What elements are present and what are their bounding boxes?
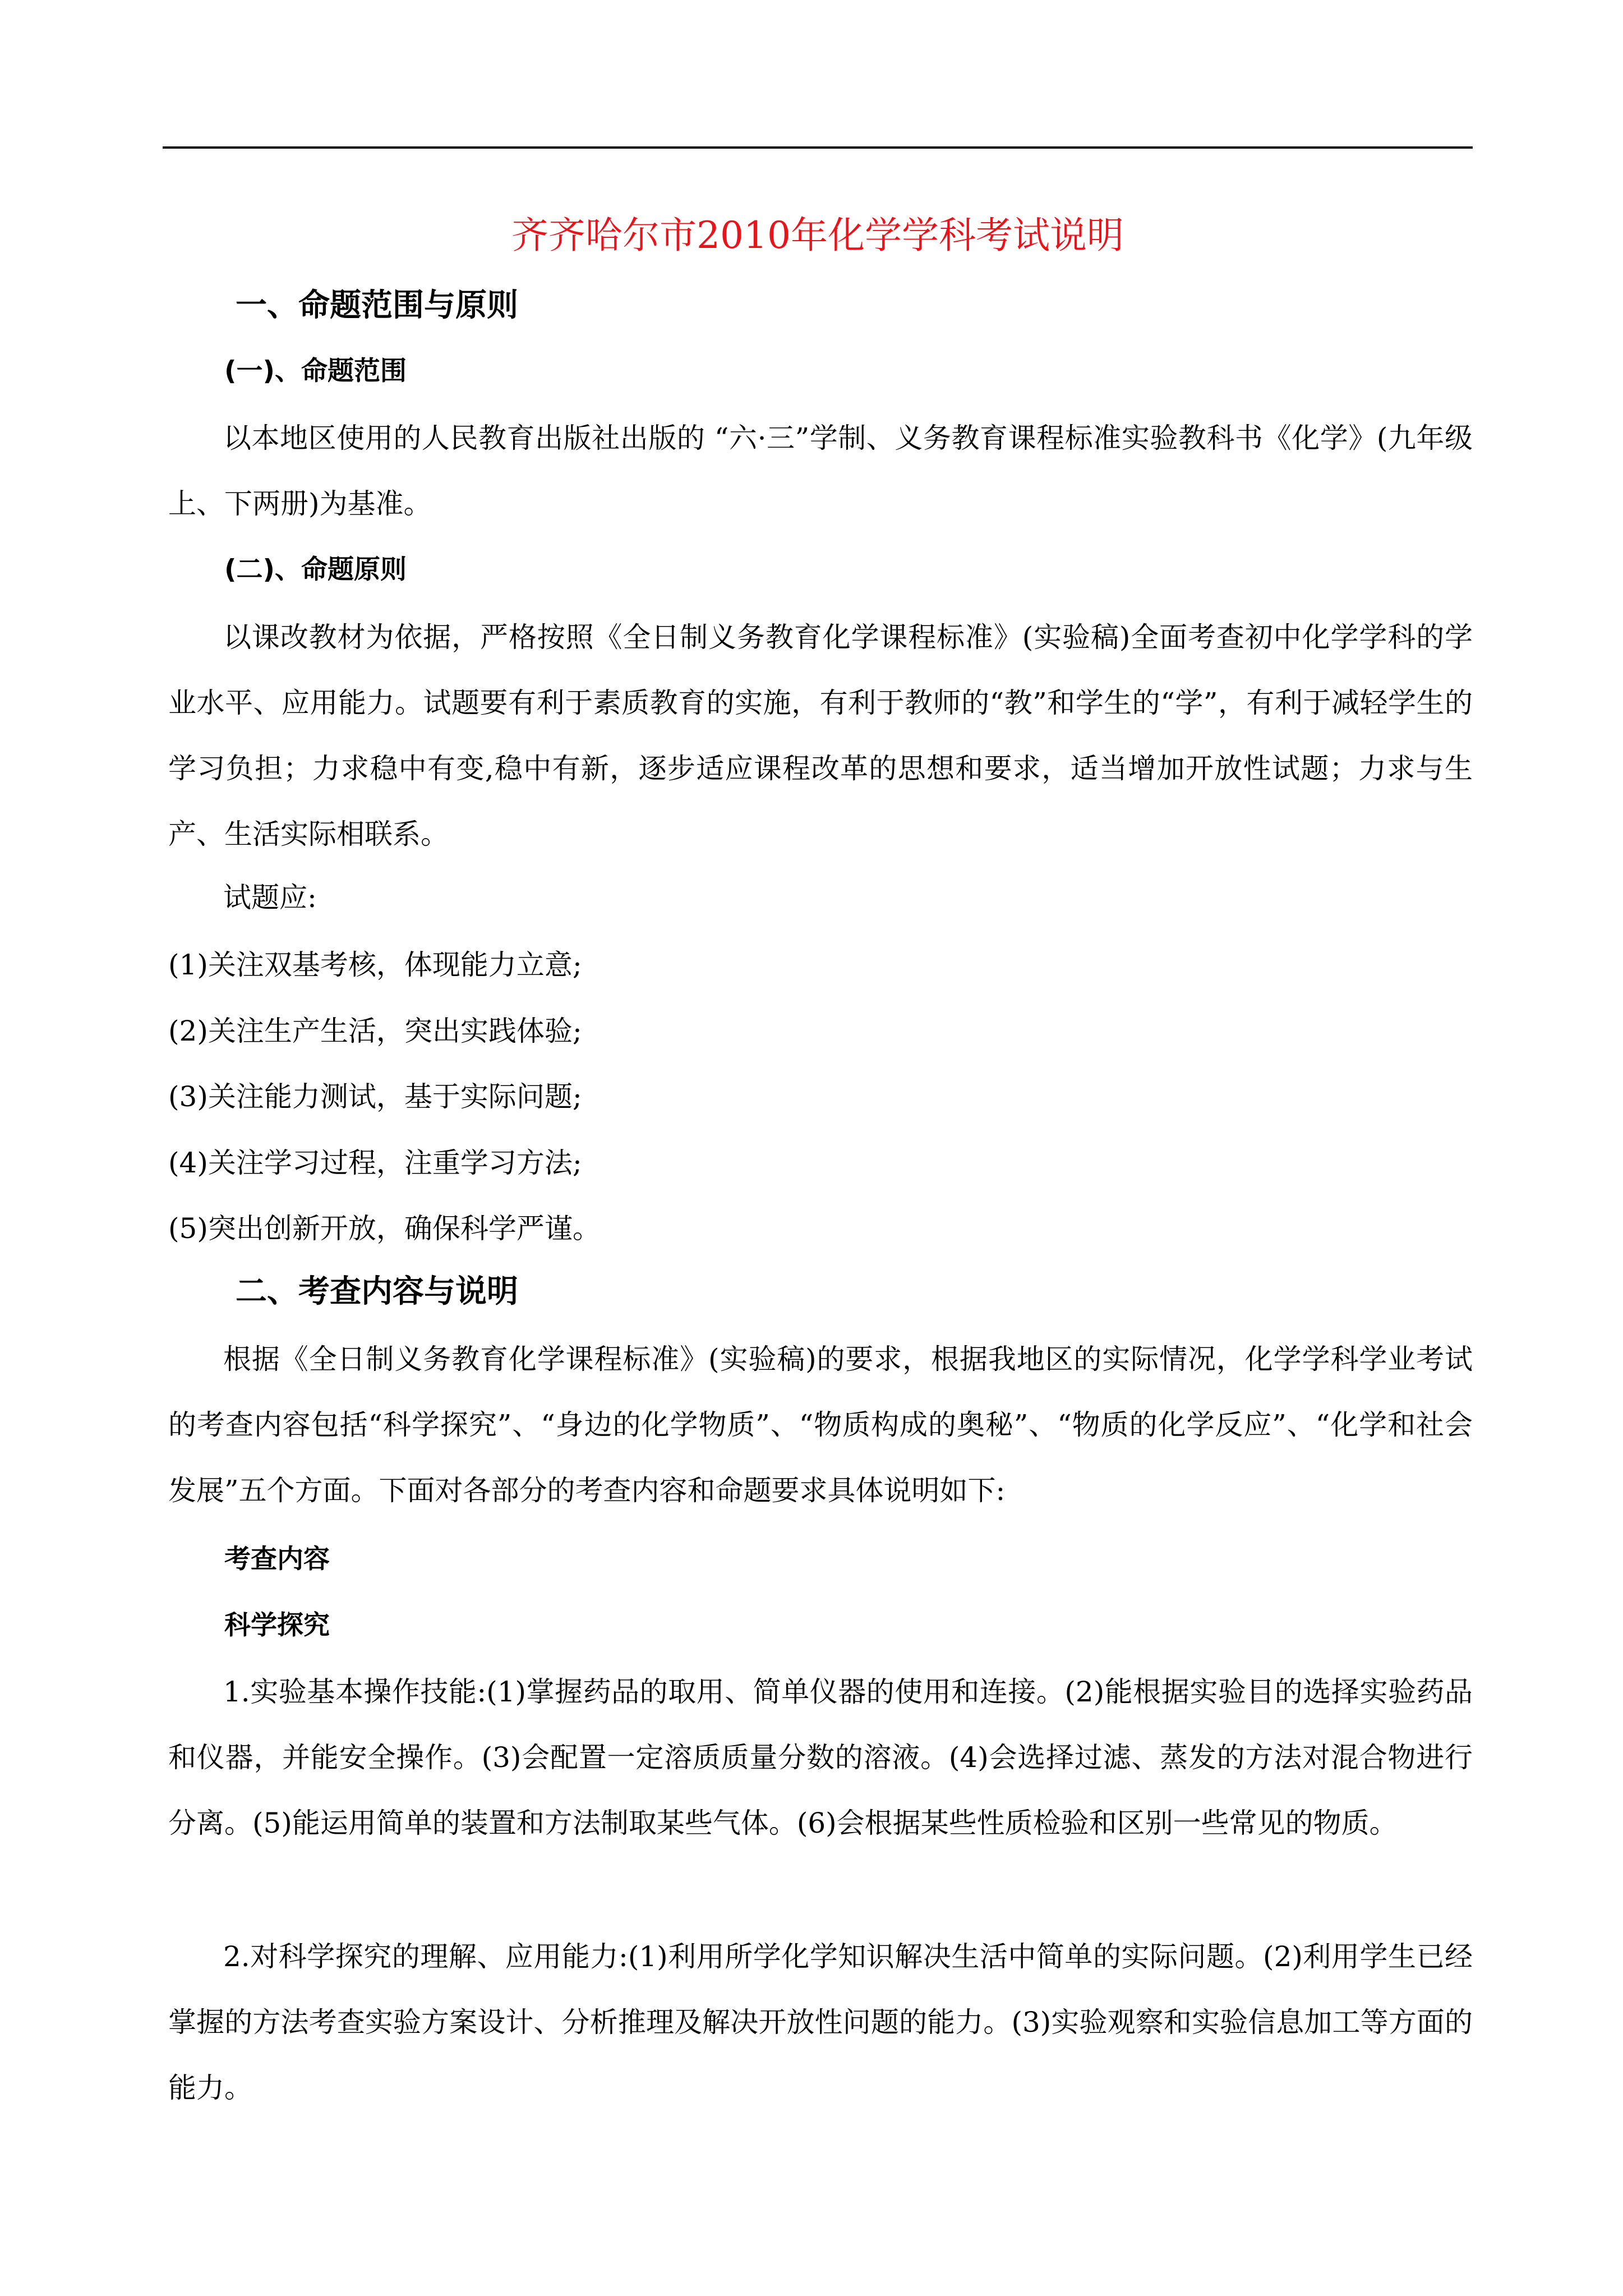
- point-2-text: 2.对科学探究的理解、应用能力:(1)利用所学化学知识解决生活中简单的实际问题。(2)利用学生已经掌握的方法考查实验方案设计、分析推理及解决开放性问题的能力。(3)实验观察和实验信息加工等方面的能力。: [168, 1940, 1473, 2104]
- criteria-item-5: (5)突出创新开放，确保科学严谨。: [168, 1212, 601, 1245]
- content-heading: 考查内容: [224, 1544, 330, 1575]
- criteria-lead: 试题应:: [223, 881, 317, 914]
- section-1-2-text: 以课改教材为依据，严格按照《全日制义务教育化学课程标准》(实验稿)全面考查初中化学学科的学业水平、应用能力。试题要有利于素质教育的实施，有利于教师的“教”和学生的“学”，有利于减轻学生的学习负担；力求稳中有变,稳中有新，逐步适应课程改革的思想和要求，适当增加开放性试题；力求与生产、生活实际相联系。: [168, 621, 1473, 850]
- section-1-heading: 一、命题范围与原则: [236, 287, 518, 324]
- section-2-heading: 二、考查内容与说明: [236, 1273, 518, 1310]
- section-1-1-text: 以本地区使用的人民教育出版社出版的 “六·三”学制、义务教育课程标准实验教科书《化学》(九年级上、下两册)为基准。: [168, 422, 1473, 520]
- section-2-text: 根据《全日制义务教育化学课程标准》(实验稿)的要求，根据我地区的实际情况，化学学科学业考试的考查内容包括“科学探究”、“身边的化学物质”、“物质构成的奥秘”、“物质的化学反应”、“化学和社会发展”五个方面。下面对各部分的考查内容和命题要求具体说明如下:: [168, 1343, 1473, 1507]
- science-inquiry-heading: 科学探究: [224, 1610, 330, 1641]
- criteria-item-1: (1)关注双基考核，体现能力立意;: [168, 949, 582, 981]
- criteria-item-2: (2)关注生产生活，突出实践体验;: [168, 1015, 582, 1047]
- criteria-item-4: (4)关注学习过程，注重学习方法;: [168, 1147, 582, 1179]
- criteria-item-3: (3)关注能力测试，基于实际问题;: [168, 1080, 582, 1113]
- point-1-text: 1.实验基本操作技能:(1)掌握药品的取用、简单仪器的使用和连接。(2)能根据实验目的选择实验药品和仪器，并能安全操作。(3)会配置一定溶质质量分数的溶液。(4)会选择过滤、蒸发的方法对混合物进行分离。(5)能运用简单的装置和方法制取某些气体。(6)会根据某些性质检验和区别一些常见的物质。: [168, 1676, 1473, 1839]
- page-title: 齐齐哈尔市2010年化学学科考试说明: [511, 214, 1124, 257]
- section-1-1-heading: (一)、命题范围: [224, 356, 407, 386]
- section-1-2-heading: (二)、命题原则: [224, 554, 407, 585]
- header-rule: [163, 146, 1473, 149]
